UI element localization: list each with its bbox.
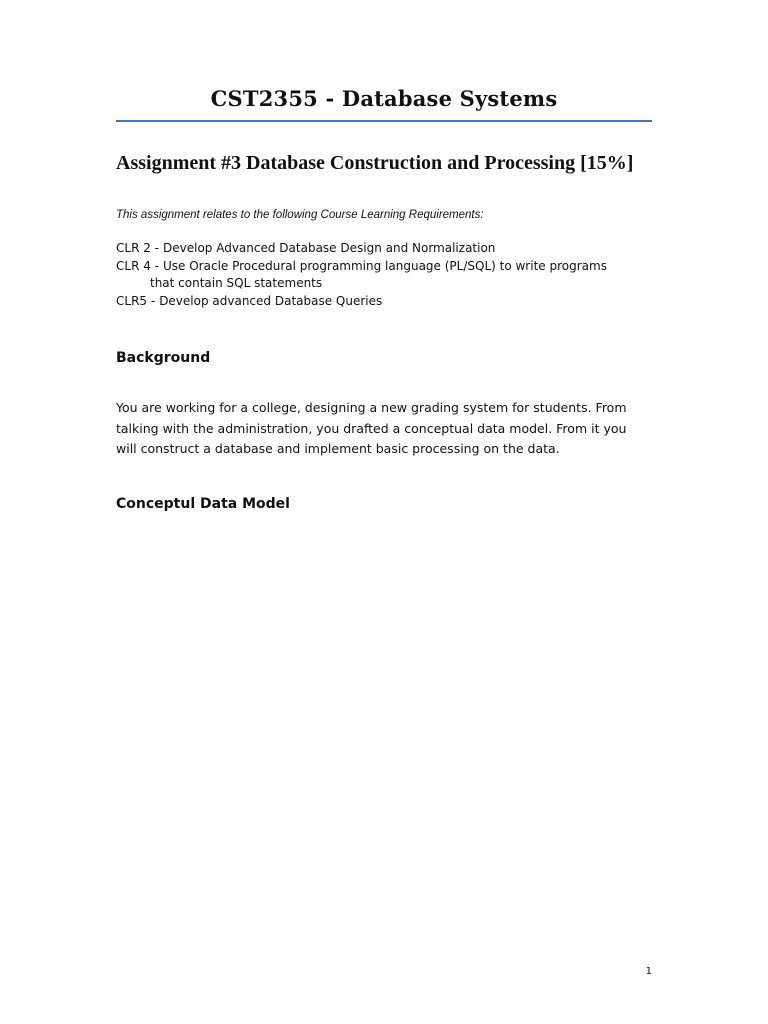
assignment-heading: Assignment #3 Database Construction and Processing [15%]: [116, 152, 634, 174]
document-title: CST2355 - Database Systems: [210, 86, 558, 111]
clr-item: [116, 293, 607, 311]
clr-code: CLR 4 -: [116, 258, 159, 273]
clr-description-line: that contain SQL statements: [150, 276, 323, 290]
clr-code: CLR5 -: [116, 293, 156, 308]
clr-item-continuation: [116, 275, 607, 293]
clr-item: [116, 240, 607, 258]
background-paragraph: [116, 398, 656, 460]
page-number: 1: [645, 966, 652, 977]
title-underline-rule: [116, 120, 652, 122]
paragraph-line: You are working for a college, designing a new grading system for students. From: [116, 400, 627, 415]
clr-list: [116, 240, 607, 310]
background-heading: Background: [116, 350, 211, 366]
clr-description-line: Use Oracle Procedural programming language (PL/SQL) to write programs: [163, 258, 607, 273]
clr-code: CLR 2 -: [116, 241, 159, 255]
clr-description-line: Develop Advanced Database Design and Normalization: [163, 241, 496, 255]
clr-description: [163, 258, 607, 276]
data-model-heading: Conceptul Data Model: [116, 496, 290, 512]
clr-description: [163, 240, 495, 258]
clr-description-line: Develop advanced Database Queries: [159, 293, 383, 308]
clr-item: [116, 258, 607, 276]
clr-description: [159, 293, 382, 311]
paragraph-line: will construct a database and implement basic processing on the data.: [116, 441, 560, 456]
paragraph-line: talking with the administration, you drafted a conceptual data model. From it you: [116, 420, 627, 436]
clr-intro-text: This assignment relates to the following Course Learning Requirements:: [116, 209, 484, 221]
